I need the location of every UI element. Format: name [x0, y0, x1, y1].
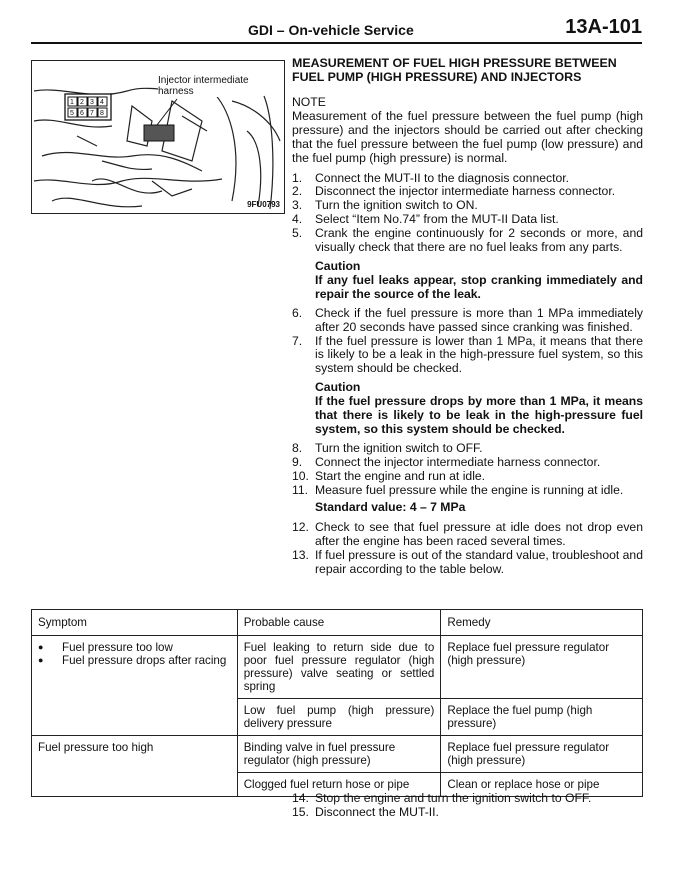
step-item: 4. Select “Item No.74” from the MUT-II Data list. [292, 212, 559, 227]
step-item: 6. Check if the fuel pressure is more than 1 MPa immediately after 20 seconds have passed since cranking was finished. [292, 305, 643, 334]
step-item: 11. Measure fuel pressure while the engine is running at idle. [292, 482, 624, 497]
column-header-remedy: Remedy [441, 610, 643, 636]
step-item: 12. Check to see that fuel pressure at idle does not drop even after the engine has been raced several times. [292, 520, 643, 549]
figure-code: 9FU0793 [247, 200, 280, 209]
step-item: 15. Disconnect the MUT-II. [292, 804, 439, 819]
svg-text:8: 8 [100, 110, 104, 117]
remedy-cell: Replace fuel pressure regulator (high pressure) [441, 736, 643, 773]
symptom-bullet: ● Fuel pressure drops after racing [38, 654, 231, 667]
step-item: 1. Connect the MUT-II to the diagnosis connector. [292, 170, 570, 185]
remedy-cell: Replace fuel pressure regulator (high pressure) [441, 636, 643, 699]
steps-1-5 [292, 172, 643, 255]
step-item: 9. Connect the injector intermediate harness connector. [292, 454, 601, 469]
step-item: 3. Turn the ignition switch to ON. [292, 198, 478, 213]
svg-text:1: 1 [70, 99, 74, 106]
cause-cell: Low fuel pump (high pressure) delivery pressure [237, 699, 441, 736]
section-title: MEASUREMENT OF FUEL HIGH PRESSURE BETWEEN FUEL PUMP (HIGH PRESSURE) AND INJECTORS [292, 56, 617, 84]
step-item: 8. Turn the ignition switch to OFF. [292, 440, 483, 455]
table-row [32, 636, 643, 699]
caution-heading: Caution [315, 380, 361, 395]
caution-2 [315, 381, 643, 437]
steps-6-7 [292, 307, 643, 377]
svg-text:3: 3 [90, 99, 94, 106]
remedy-cell: Replace the fuel pump (high pressure) [441, 699, 643, 736]
column-header-cause: Probable cause [237, 610, 441, 636]
step-item: 2. Disconnect the injector intermediate harness connector. [292, 184, 616, 199]
remedy-cell: Clean or replace hose or pipe [441, 773, 643, 797]
svg-text:5: 5 [70, 110, 74, 117]
final-steps [292, 792, 643, 820]
cause-cell: Clogged fuel return hose or pipe [237, 773, 441, 797]
svg-text:4: 4 [100, 99, 104, 106]
page-number: 13A-101 [565, 16, 642, 38]
caution-heading: Caution [315, 258, 361, 273]
symptom-cell [32, 636, 238, 736]
note-heading: NOTE [292, 95, 326, 109]
steps-12-13 [292, 521, 643, 577]
symptom-cell: Fuel pressure too high [32, 736, 238, 797]
cause-cell: Binding valve in fuel pressure regulator (high pressure) [237, 736, 441, 773]
figure-callout-label: Injector intermediate harness [158, 75, 249, 97]
step-item: 14. Stop the engine and turn the ignition switch to OFF. [292, 791, 592, 805]
step-item: 7. If the fuel pressure is lower than 1 MPa, it means that there is likely to be a leak in the high-pressure fuel system, so this system should be checked. [292, 333, 643, 376]
symptom-bullet: ● Fuel pressure too low [38, 641, 231, 654]
standard-value: Standard value: 4 – 7 MPa [315, 500, 466, 515]
procedure-body [292, 56, 643, 577]
step-item: 13. If fuel pressure is out of the standard value, troubleshoot and repair according to the table below. [292, 548, 643, 577]
column-header-symptom: Symptom [32, 610, 238, 636]
caution-text: If the fuel pressure drops by more than 1 MPa, it means that there is likely to be leak in the high-pressure fuel system, so this system should be checked. [315, 394, 643, 436]
svg-text:6: 6 [80, 110, 84, 117]
caution-1 [315, 260, 643, 302]
step-item: 5. Crank the engine continuously for 2 seconds or more, and visually check that there are no fuel leaks from any parts. [292, 226, 643, 255]
page-header-section: GDI – On-vehicle Service [248, 22, 414, 38]
table-header-row [32, 610, 643, 636]
step-item: 10. Start the engine and run at idle. [292, 468, 486, 483]
svg-text:7: 7 [90, 110, 94, 117]
table-row [32, 736, 643, 773]
note-text: Measurement of the fuel pressure between the fuel pump (high pressure) and the injectors should be carried out after checking that the fuel pressure between the fuel pump (low pressure) and the fuel pump (high pressure) is normal. [292, 108, 643, 165]
troubleshooting-table [31, 609, 643, 797]
steps-14-15 [292, 792, 643, 820]
svg-text:2: 2 [80, 99, 84, 106]
header-rule [31, 42, 642, 44]
engine-illustration [31, 60, 285, 214]
cause-cell: Fuel leaking to return side due to poor fuel pressure regulator (high pressure) valve seating or settled spring [237, 636, 441, 699]
caution-text: If any fuel leaks appear, stop cranking immediately and repair the source of the leak. [315, 272, 643, 301]
steps-8-11 [292, 442, 643, 498]
